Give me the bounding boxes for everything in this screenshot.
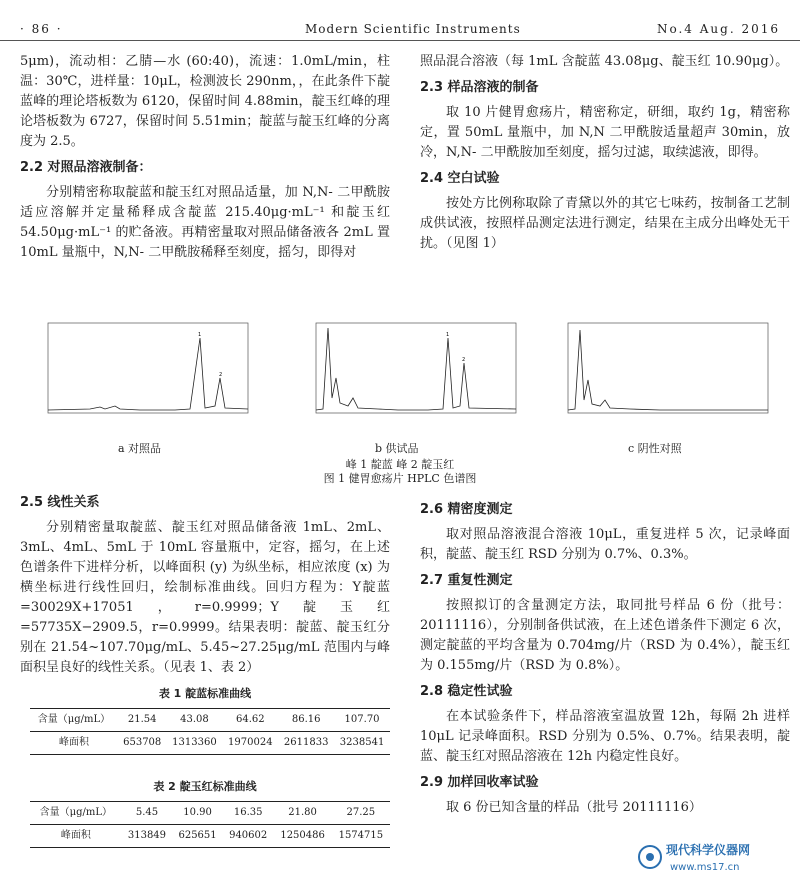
table-row-label: 峰面积 — [30, 732, 118, 755]
table-cell: 64.62 — [222, 709, 278, 732]
section-2-5-text: 分别精密量取靛蓝、靛玉红对照品储备液 1mL、2mL、3mL、4mL、5mL 于 10mL 容量瓶中，定容，摇匀，在上述色谱条件下进样分析，以峰面积 (y) 为纵坐标，相应浓度 (x) 为横坐标进行线性回归，绘制标准曲线。回归方程为：Y靛蓝=30029X+17051，r=0.9999；Y靛玉红=57735X−2909.5，r=0.9999。结果表明：靛蓝、靛玉红分别在 21.54~107.70μg/mL、5.45~27.25μg/mL 范围内与峰面积呈良好的线性关系。（见表 1、表 2） — [20, 520, 390, 675]
table-cell: 3238541 — [334, 732, 390, 755]
table-1-header: 含量（μg/mL） — [30, 709, 118, 732]
table-cell: 10.90 — [172, 802, 223, 825]
caption-a: a 对照品 — [118, 442, 162, 455]
figure-1 — [30, 318, 780, 455]
section-2-3-title: 2.3 样品溶液的制备 — [420, 80, 539, 95]
svg-text:2: 2 — [462, 357, 466, 363]
table-cell: 1250486 — [273, 825, 331, 848]
table-2 — [30, 801, 390, 848]
watermark-cn: 现代科学仪器网 — [666, 843, 751, 857]
table-cell: 21.54 — [118, 709, 167, 732]
paragraph-conditions: 5μm)，流动相：乙腈—水 (60:40)，流速：1.0mL/min，柱温：30℃，进样量：10μL，检测波长 290nm，，在此条件下靛蓝峰的理论塔板数为 6120，保留时间 4.88min，靛玉红峰的理论塔板数为 6727，保留时间 5.51min；靛蓝与靛玉红峰的分离度为 2.5。 — [20, 54, 390, 149]
section-2-2-text: 分别精密称取靛蓝和靛玉红对照品适量，加 N,N- 二甲酰胺适应溶解并定量稀释成含靛蓝 215.40μg·mL⁻¹ 和靛玉红 54.50μg·mL⁻¹ 的贮备液。再精密量取对照品储备液各 2mL 置 10mL 量瓶中，N,N- 二甲酰胺稀释至刻度，摇匀，即得对 — [20, 185, 390, 260]
caption-b: b 供试品 — [375, 442, 419, 455]
figure-peaks-legend: 峰 1 靛蓝 峰 2 靛玉红 — [345, 458, 455, 471]
table-cell: 940602 — [223, 825, 274, 848]
right-column-top — [420, 52, 790, 254]
section-2-8-text: 在本试验条件下，样品溶液室温放置 12h，每隔 2h 进样 10μL 记录峰面积。RSD 分别为 0.5%、0.7%。结果表明，靛蓝、靛玉红对照品溶液在 12h 内稳定性良好。 — [420, 709, 790, 764]
section-2-5-title: 2.5 线性关系 — [20, 495, 100, 510]
table-cell: 653708 — [118, 732, 167, 755]
section-2-6-text: 取对照品溶液混合溶液 10μL，重复进样 5 次，记录峰面积，靛蓝、靛玉红 RSD 分别为 0.7%、0.3%。 — [420, 527, 790, 562]
issue-info: No.4 Aug. 2016 — [656, 22, 780, 36]
table-cell: 625651 — [172, 825, 223, 848]
section-2-6-title: 2.6 精密度测定 — [420, 502, 513, 517]
section-2-4-title: 2.4 空白试验 — [420, 171, 500, 186]
table-cell: 16.35 — [223, 802, 274, 825]
table-cell: 1970024 — [222, 732, 278, 755]
table-1 — [30, 708, 390, 755]
table-1-title: 表 1 靛蓝标准曲线 — [158, 687, 252, 700]
chromatogram-a — [30, 318, 250, 428]
table-cell: 86.16 — [278, 709, 334, 732]
paragraph-mixed-solution: 照品混合溶液（每 1mL 含靛蓝 43.08μg、靛玉红 10.90μg）。 — [420, 54, 789, 69]
table-row-label: 峰面积 — [30, 825, 122, 848]
section-2-8-title: 2.8 稳定性试验 — [420, 684, 513, 699]
chromatogram-b — [298, 318, 518, 428]
svg-text:1: 1 — [446, 332, 450, 338]
table-cell: 43.08 — [166, 709, 222, 732]
page-number: · 86 · — [20, 22, 63, 36]
table-cell: 1574715 — [332, 825, 390, 848]
section-2-9-title: 2.9 加样回收率试验 — [420, 775, 539, 790]
table-cell: 21.80 — [273, 802, 331, 825]
svg-text:2: 2 — [219, 372, 223, 378]
section-2-4-text: 按处方比例称取除了青黛以外的其它七味药，按制备工艺制成供试液，按照样品测定法进行测定，结果在主成分出峰处无干扰。（见图 1） — [420, 196, 790, 251]
left-column-bottom — [20, 487, 390, 848]
section-2-7-text: 按照拟订的含量测定方法，取同批号样品 6 份（批号：20111116），分别制备供试液，在上述色谱条件下测定 6 次，测定靛蓝的平均含量为 0.704mg/片（RSD 为 0.4%），靛玉红为 0.155mg/片（RSD 为 0.8%）。 — [420, 598, 790, 673]
section-2-9-text: 取 6 份已知含量的样品（批号 20111116） — [446, 800, 702, 815]
section-2-2-title: 2.2 对照品溶液制备： — [20, 160, 152, 175]
section-2-7-title: 2.7 重复性测定 — [420, 573, 513, 588]
right-column-bottom — [420, 494, 790, 818]
table-cell: 313849 — [122, 825, 173, 848]
left-column-top — [20, 52, 390, 263]
header-rule — [0, 40, 800, 41]
journal-name: Modern Scientific Instruments — [305, 22, 521, 36]
table-2-header: 含量（μg/mL） — [30, 802, 122, 825]
table-cell: 107.70 — [334, 709, 390, 732]
page-header — [0, 0, 800, 40]
table-cell: 27.25 — [332, 802, 390, 825]
table-2-title: 表 2 靛玉红标准曲线 — [153, 780, 257, 793]
caption-c: c 阴性对照 — [628, 442, 682, 455]
svg-text:1: 1 — [198, 332, 202, 338]
chromatogram-c — [550, 318, 770, 428]
table-cell: 5.45 — [122, 802, 173, 825]
section-2-3-text: 取 10 片健胃愈疡片，精密称定，研细，取约 1g，精密称定，置 50mL 量瓶中，加 N,N 二甲酰胺适量超声 30min，放冷，N,N- 二甲酰胺加至刻度，摇匀过滤，取续滤液，即得。 — [420, 105, 790, 160]
figure-caption: 图 1 健胃愈疡片 HPLC 色谱图 — [323, 472, 477, 485]
table-cell: 1313360 — [166, 732, 222, 755]
table-cell: 2611833 — [278, 732, 334, 755]
watermark-url: www.ms17.cn — [670, 862, 740, 873]
watermark-logo — [636, 837, 776, 877]
